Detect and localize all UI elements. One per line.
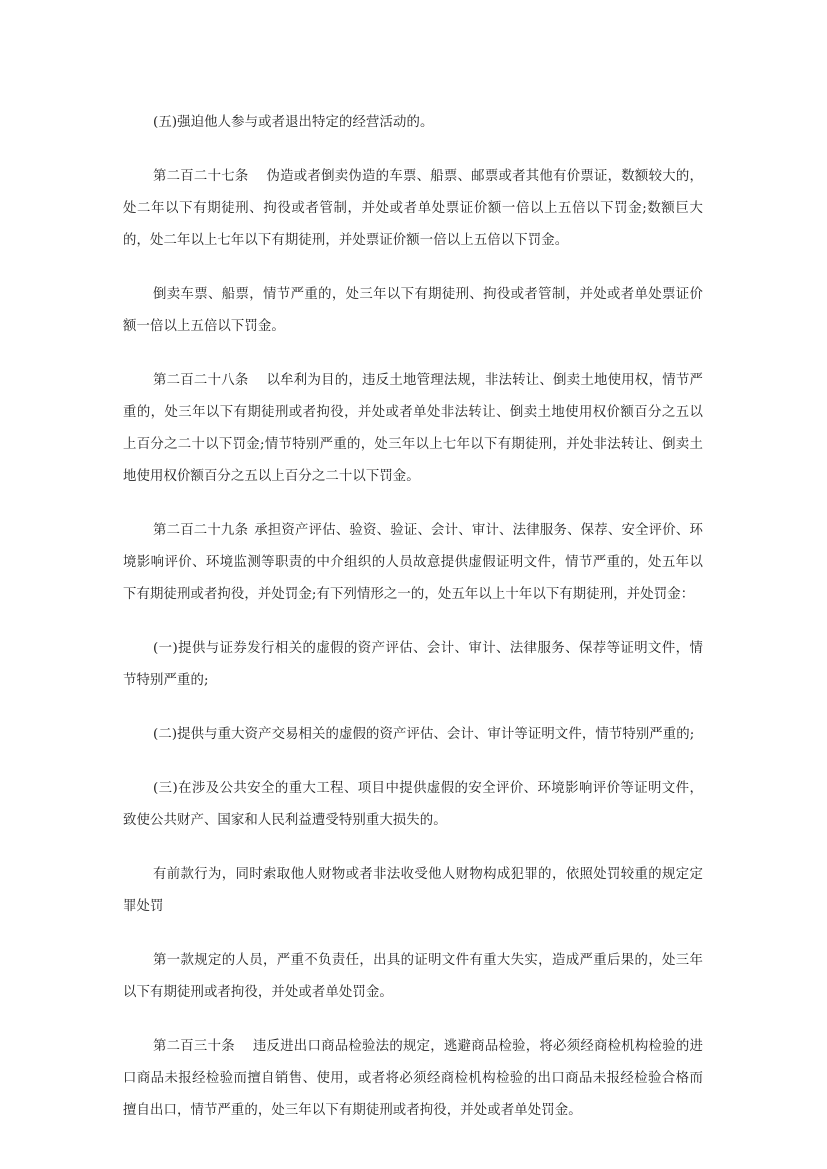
article-229 (123, 515, 703, 611)
article-230 (123, 1031, 703, 1127)
paragraph-text: 第一款规定的人员，严重不负责任，出具的证明文件有重大失实，造成严重后果的，处三年以下有期徒刑或者拘役，并处或者单处罚金。 (123, 953, 703, 1000)
article-229-clause-2 (123, 859, 703, 923)
paragraph-text: 有前款行为，同时索取他人财物或者非法收受他人财物构成犯罪的，依照处罚较重的规定定罪处罚 (123, 867, 703, 914)
document-body (123, 107, 703, 1149)
article-228 (123, 365, 703, 493)
article-227 (123, 161, 703, 257)
article-229-item-1 (123, 633, 703, 697)
paragraph-item-5 (123, 107, 703, 139)
article-number: 第二百三十条 (153, 1039, 235, 1054)
article-229-clause-3 (123, 945, 703, 1009)
article-text: 伪造或者倒卖伪造的车票、船票、邮票或者其他有价票证，数额较大的，处二年以下有期徒刑、拘役或者管制，并处或者单处票证价额一倍以上五倍以下罚金;数额巨大的，处二年以上七年以下有期徒刑，并处票证价额一倍以上五倍以下罚金。 (123, 169, 703, 248)
paragraph-text: (二)提供与重大资产交易相关的虚假的资产评估、会计、审计等证明文件，情节特别严重的; (153, 727, 695, 742)
article-number: 第二百二十九条 (153, 523, 249, 538)
article-text: 以牟利为目的，违反土地管理法规，非法转让、倒卖土地使用权，情节严重的，处三年以下有期徒刑或者拘役，并处或者单处非法转让、倒卖土地使用权价额百分之五以上百分之二十以下罚金;情节特别严重的，处三年以上七年以下有期徒刑，并处非法转让、倒卖土地使用权价额百分之五以上百分之二十以下罚金。 (123, 373, 703, 484)
paragraph-text: (一)提供与证券发行相关的虚假的资产评估、会计、审计、法律服务、保荐等证明文件，情节特别严重的; (123, 641, 703, 688)
article-229-item-3 (123, 773, 703, 837)
article-229-item-2 (123, 719, 703, 751)
paragraph-text: (三)在涉及公共安全的重大工程、项目中提供虚假的安全评价、环境影响评价等证明文件，致使公共财产、国家和人民利益遭受特别重大损失的。 (123, 781, 703, 828)
paragraph-text: 倒卖车票、船票，情节严重的，处三年以下有期徒刑、拘役或者管制，并处或者单处票证价额一倍以上五倍以下罚金。 (123, 287, 703, 334)
article-227-clause-2 (123, 279, 703, 343)
article-text: 违反进出口商品检验法的规定，逃避商品检验，将必须经商检机构检验的进口商品未报经检验而擅自销售、使用，或者将必须经商检机构检验的出口商品未报经检验合格而擅自出口，情节严重的，处三年以下有期徒刑或者拘役，并处或者单处罚金。 (123, 1039, 703, 1118)
article-number: 第二百二十七条 (153, 169, 249, 184)
article-number: 第二百二十八条 (153, 373, 249, 388)
paragraph-text: (五)强迫他人参与或者退出特定的经营活动的。 (153, 115, 434, 130)
article-text: 承担资产评估、验资、验证、会计、审计、法律服务、保荐、安全评价、环境影响评价、环境监测等职责的中介组织的人员故意提供虚假证明文件，情节严重的，处五年以下有期徒刑或者拘役，并处罚金;有下列情形之一的，处五年以上十年以下有期徒刑，并处罚金： (123, 523, 703, 602)
